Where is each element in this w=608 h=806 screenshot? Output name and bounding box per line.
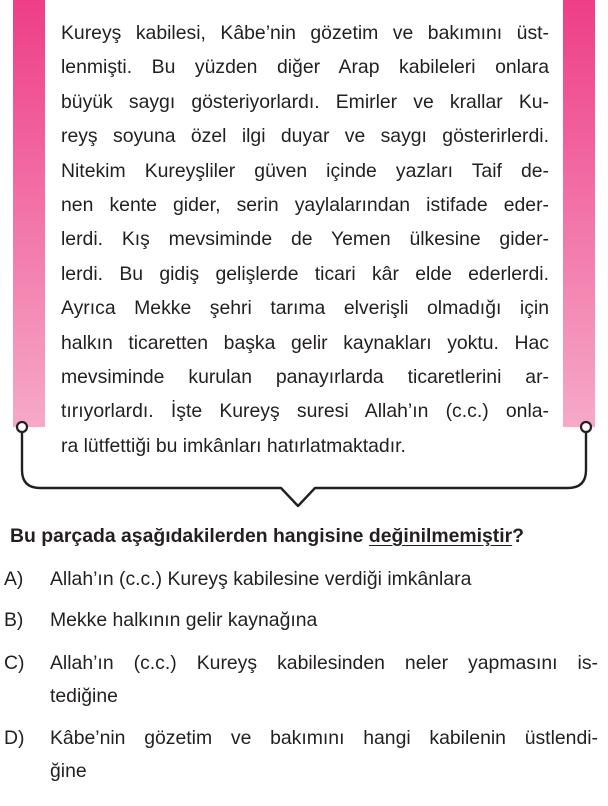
- option-c[interactable]: [0, 647, 608, 713]
- passage-line: Kureyş kabilesi, Kâbe’nin gözetim ve bakımını üst-: [61, 22, 549, 44]
- left-end-circle: [17, 422, 27, 432]
- option-text: tediğine: [50, 685, 118, 707]
- question-suffix: ?: [512, 525, 525, 547]
- right-end-circle: [581, 422, 591, 432]
- passage-line: lerdi. Bu gidiş gelişlerde ticari kâr elde ederlerdi.: [61, 262, 549, 285]
- pink-border-right: [563, 0, 595, 427]
- option-letter: C): [4, 652, 25, 674]
- option-text: Mekke halkının gelir kaynağına: [50, 609, 318, 631]
- option-text: ğine: [50, 760, 87, 782]
- option-b[interactable]: [0, 604, 608, 637]
- option-text: Allah’ın (c.c.) Kureyş kabilesine verdiği imkânlara: [50, 568, 472, 590]
- passage-line: tırıyorlardı. İşte Kureyş suresi Allah’ın (c.c.) onla-: [61, 400, 549, 423]
- option-letter: D): [4, 727, 25, 749]
- reading-passage: [61, 16, 549, 463]
- option-text: Allah’ın (c.c.) Kureyş kabilesinden neler yapmasını is-: [50, 652, 598, 674]
- question-emphasis: değinilmemiştir: [368, 525, 513, 547]
- question-prefix: Bu parçada aşağıdakilerden hangisine: [10, 525, 369, 547]
- passage-line: nen kente gider, serin yaylalarından istifade eder-: [61, 194, 549, 217]
- passage-line: mevsiminde kurulan panayırlarda ticaretlerini ar-: [61, 366, 549, 389]
- question-stem: [10, 519, 602, 553]
- passage-line: reyş soyuna özel ilgi duyar ve saygı gösterirlerdi.: [61, 125, 549, 148]
- option-text: Kâbe’nin gözetim ve bakımını hangi kabilenin üstlendi-: [50, 727, 598, 749]
- passage-line: lenmişti. Bu yüzden diğer Arap kabileleri onlara: [61, 56, 549, 79]
- option-a[interactable]: [0, 563, 608, 596]
- passage-line: Nitekim Kureyşliler güven içinde yazları Taif de-: [61, 159, 549, 182]
- answer-options: [0, 557, 608, 788]
- passage-line: Ayrıca Mekke şehri tarıma elverişli olmadığı için: [61, 297, 549, 320]
- pink-border-left: [13, 0, 45, 427]
- passage-line: ra lütfettiği bu imkânları hatırlatmaktadır.: [61, 434, 406, 457]
- option-letter: B): [4, 609, 24, 631]
- passage-line: halkın ticaretten başka gelir kaynakları yoktu. Hac: [61, 331, 549, 354]
- passage-line: lerdi. Kış mevsiminde de Yemen ülkesine gider-: [61, 228, 549, 251]
- option-letter: A): [4, 568, 24, 590]
- passage-line: büyük saygı gösteriyorlardı. Emirler ve krallar Ku-: [61, 90, 549, 113]
- option-d[interactable]: [0, 722, 608, 788]
